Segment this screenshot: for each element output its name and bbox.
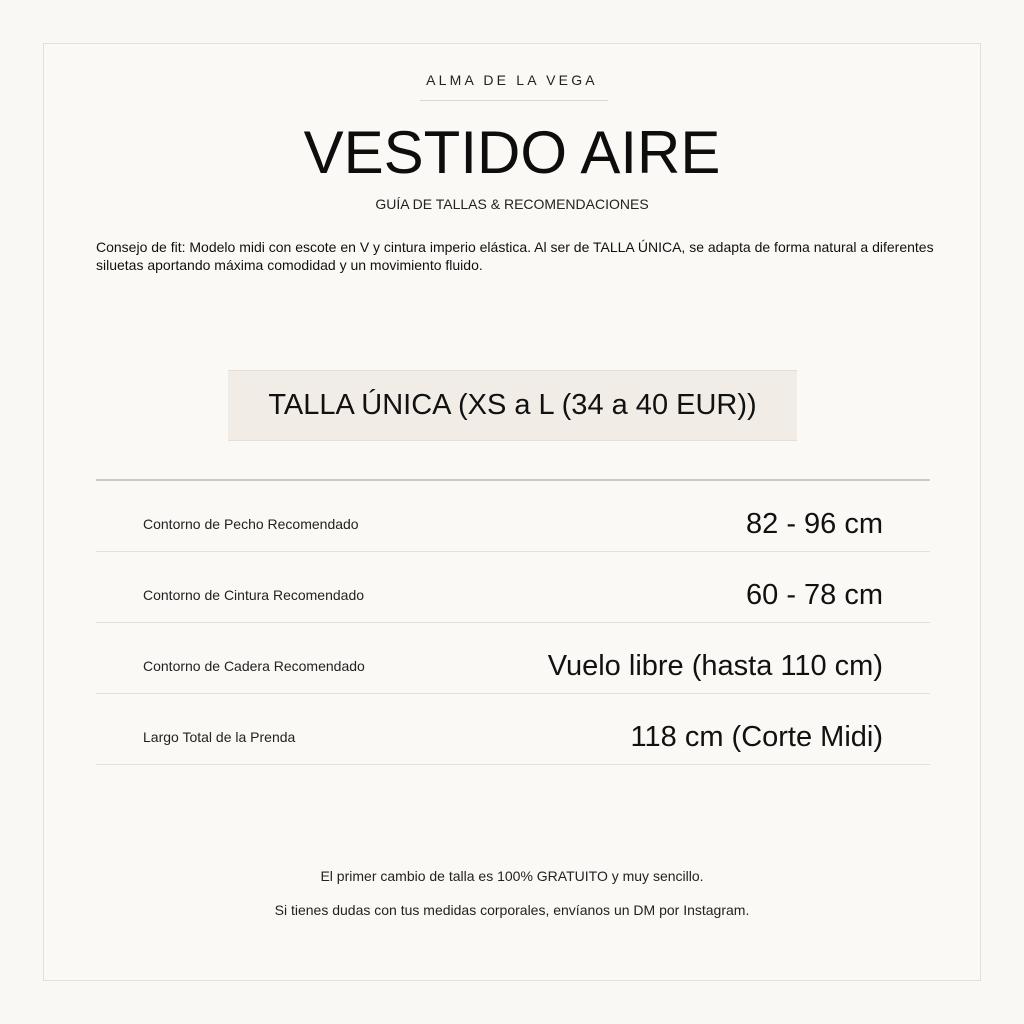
measurement-value: Vuelo libre (hasta 110 cm) [547, 650, 883, 682]
size-guide-card [43, 43, 981, 981]
measurements-table [96, 481, 930, 765]
measurement-value: 82 - 96 cm [746, 508, 883, 540]
measurement-label: Contorno de Cadera Recomendado [143, 658, 365, 674]
measurement-row-length [96, 694, 930, 765]
measurement-value: 60 - 78 cm [746, 579, 883, 611]
measurement-row-hip [96, 623, 930, 694]
measurement-label: Largo Total de la Prenda [143, 729, 296, 745]
measurement-row-waist [96, 552, 930, 623]
brand-divider [420, 100, 608, 101]
guide-subtitle: GUÍA DE TALLAS & RECOMENDACIONES [375, 196, 649, 212]
brand-name: ALMA DE LA VEGA [426, 72, 598, 88]
contact-note: Si tienes dudas con tus medidas corporales, envíanos un DM por Instagram. [274, 902, 750, 918]
product-title: VESTIDO AIRE [303, 119, 721, 186]
measurement-label: Contorno de Cintura Recomendado [143, 587, 365, 603]
exchange-note: El primer cambio de talla es 100% GRATUITO y muy sencillo. [320, 868, 704, 884]
measurement-value: 118 cm (Corte Midi) [630, 721, 883, 753]
fit-tip: Consejo de fit: Modelo midi con escote en V y cintura imperio elástica. Al ser de TALLA ÚNICA, se adapta de forma natural a diferentes siluetas aportando máxima comodidad y un movimiento fluido. [96, 239, 934, 273]
size-label-box: TALLA ÚNICA (XS a L (34 a 40 EUR)) [228, 370, 797, 441]
measurement-label: Contorno de Pecho Recomendado [143, 516, 359, 532]
measurement-row-bust [96, 481, 930, 552]
